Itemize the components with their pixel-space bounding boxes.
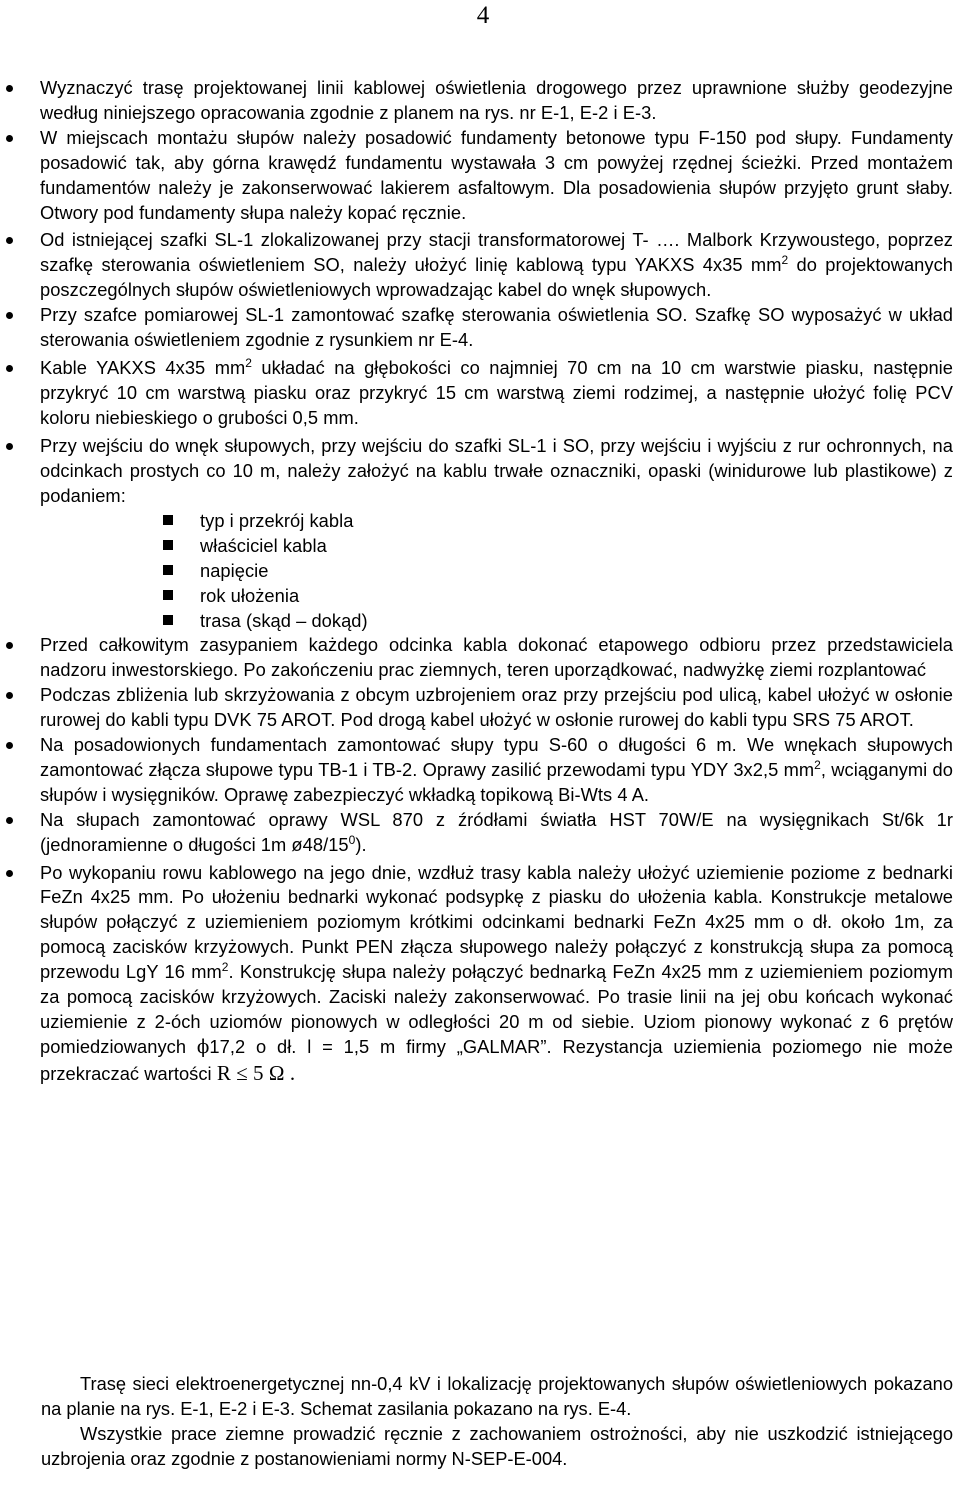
marking-item: typ i przekrój kabla — [200, 508, 953, 533]
cable-marking-list — [40, 508, 953, 633]
marking-item: trasa (skąd – dokąd) — [200, 608, 953, 633]
marking-item: właściciel kabla — [200, 533, 953, 558]
list-item: Przed całkowitym zasypaniem każdego odcinka kabla dokonać etapowego odbioru przez przedstawiciela nadzoru inwestorskiego. Po zakończeniu prac ziemnych, teren uporządkować, nadwyżkę ziemi rozplantować — [40, 633, 953, 683]
marking-item: napięcie — [200, 558, 953, 583]
list-item: Na słupach zamontować oprawy WSL 870 z źródłami światła HST 70W/E na wysięgnikach St/6k 1r (jednoramienne o długości 1m $ø48/15^0$). — [40, 808, 953, 858]
list-item: Podczas zbliżenia lub skrzyżowania z obcym uzbrojeniem oraz przy przejściu pod ulicą, kabel ułożyć w osłonie rurowej do kabli typu DVK 75 AROT. Pod drogą kabel ułożyć w osłonie rurowej do kabli typu SRS 75 AROT. — [40, 683, 953, 733]
document-body — [0, 76, 960, 1087]
specification-list — [0, 76, 960, 1087]
list-item: Na posadowionych fundamentach zamontować słupy typu S-60 o długości 6 m. We wnękach słupowych zamontować złącza słupowe typu TB-1 i TB-2. Oprawy zasilić przewodami typu YDY 3x2,5 $mm^2$, wciąganymi do słupów i wysięgników. Oprawę zabezpieczyć wkładką topikową Bi-Wts 4 A. — [40, 733, 953, 808]
list-item: Kable YAKXS 4x35 $mm^2$ układać na głębokości co najmniej 70 cm na 10 cm warstwie piasku, następnie przykryć 10 cm warstwą piasku oraz przykryć 15 cm warstwą ziemi rodzimej, a następnie ułożyć folię PCV koloru niebieskiego o grubości 0,5 mm. — [40, 356, 953, 431]
closing-paragraph: Wszystkie prace ziemne prowadzić ręcznie z zachowaniem ostrożności, aby nie uszkodzić istniejącego uzbrojenia oraz zgodnie z postanowieniami normy N-SEP-E-004. — [41, 1422, 953, 1469]
closing-paragraph: Trasę sieci elektroenergetycznej nn-0,4 kV i lokalizację projektowanych słupów oświetleniowych pokazano na planie na rys. E-1, E-2 i E-3. Schemat zasilania pokazano na rys. E-4. — [41, 1373, 953, 1419]
phi-symbol: ϕ — [196, 1036, 210, 1058]
resistance-formula: R ≤ 5 Ω . — [216, 1060, 296, 1085]
list-item: Po wykopaniu rowu kablowego na jego dnie, wzdłuż trasy kabla należy ułożyć uziemienie poziome z bednarki FeZn 4x25 mm. Po ułożeniu bednarki wykonać podsypkę z piasku do ułożenia kabla. Konstrukcje metalowe słupów połączyć z uziemieniem poziomym krótkimi odcinkami bednarki FeZn 4x25 mm o dł. około 1m, za pomocą zacisków krzyżowych. Punkt PEN złącza słupowego należy połączyć z konstrukcją słupa za pomocą przewodu LgY 16 $mm^2$. Konstrukcję słupa należy połączyć bednarką FeZn 4x25 mm z uziemieniem poziomym za pomocą zacisków krzyżowych. Zaciski należy zakonserwować. Po trasie linii na jej obu końcach wykonać uziemienie z 2-óch uziomów pionowych w odległości 20 m od siebie. Uziom pionowy wykonać z 6 prętów pomiedziowanych ϕ17,2 o dł. l = 1,5 m firmy „GALMAR”. Rezystancja uziemienia poziomego nie może przekraczać wartości R ≤ 5 Ω . — [40, 861, 953, 1085]
page-number: 4 — [476, 2, 490, 29]
list-item: Przy wejściu do wnęk słupowych, przy wejściu do szafki SL-1 i SO, przy wejściu i wyjściu z rur ochronnych, na odcinkach prostych co 10 m, należy założyć na kablu trwałe oznaczniki, opaski (winidurowe lub plastikowe) z podaniem: typ i przekrój kabla właściciel kabla napięcie rok ułożenia trasa (skąd – dokąd) — [40, 434, 953, 632]
list-item: Przy szafce pomiarowej SL-1 zamontować szafkę sterowania oświetlenia SO. Szafkę SO wyposażyć w układ sterowania oświetleniem zgodnie z rysunkiem nr E-4. — [40, 303, 953, 353]
closing-section — [41, 1372, 953, 1472]
list-item: Od istniejącej szafki SL-1 zlokalizowanej przy stacji transformatorowej T- …. Malbork Krzywoustego, poprzez szafkę sterowania oświetleniem SO, należy ułożyć linię kablową typu YAKXS 4x35 $mm^2$ do projektowanych poszczególnych słupów oświetleniowych wprowadzając kabel do wnęk słupowych. — [40, 228, 953, 303]
list-item: Wyznaczyć trasę projektowanej linii kablowej oświetlenia drogowego przez uprawnione służby geodezyjne według niniejszego opracowania zgodnie z planem na rys. nr E-1, E-2 i E-3. — [40, 76, 953, 126]
marking-item: rok ułożenia — [200, 583, 953, 608]
list-item: W miejscach montażu słupów należy posadowić fundamenty betonowe typu F-150 pod słupy. Fundamenty posadowić tak, aby górna krawędź fundamentu wystawała 3 cm powyżej rzędnej ścieżki. Przed montażem fundamentów należy je zakonserwować lakierem asfaltowym. Dla posadowienia słupów przyjęto grunt słaby. Otwory pod fundamenty słupa należy kopać ręcznie. — [40, 126, 953, 226]
